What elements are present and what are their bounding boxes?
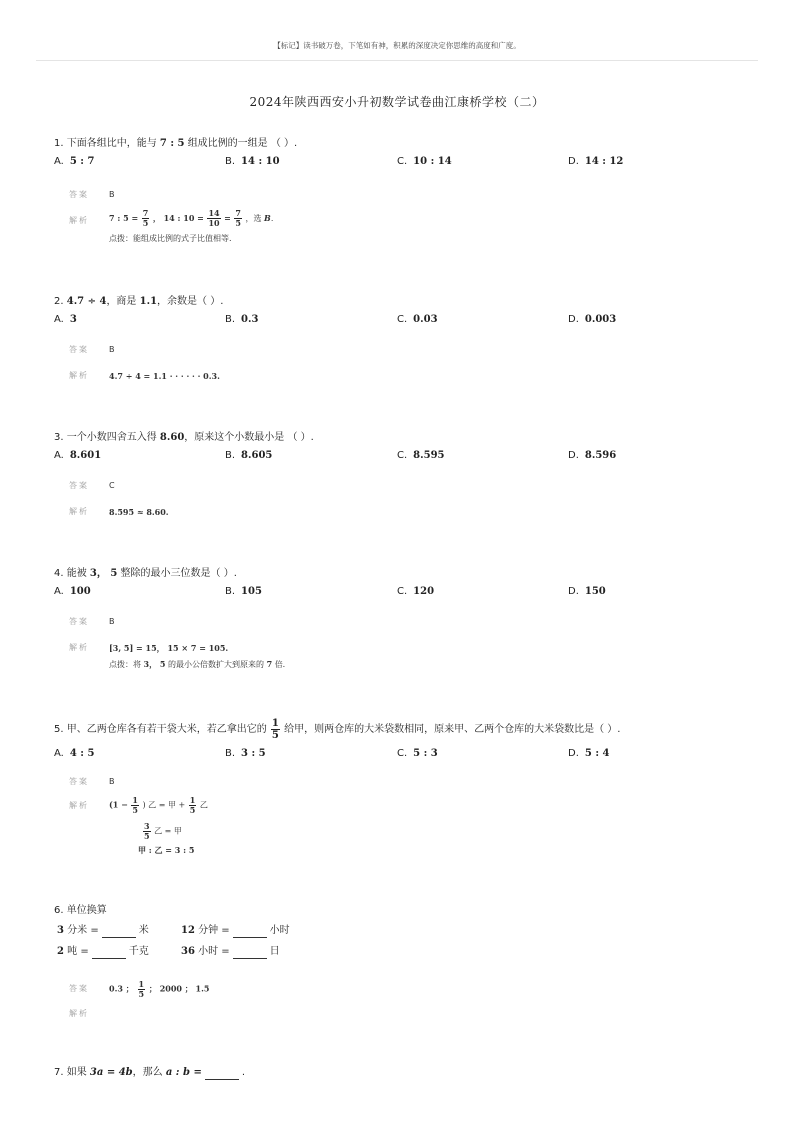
option-b[interactable] — [225, 747, 266, 761]
option-c[interactable] — [397, 449, 445, 463]
answer-blank[interactable] — [102, 927, 136, 938]
fraction: $\frac{7}{5}$ — [142, 208, 149, 228]
option-value: 8.595 — [413, 450, 445, 461]
answer-row — [54, 480, 754, 494]
analysis-math: ， 14 : 10 = — [152, 213, 204, 223]
analysis-row-2 — [54, 822, 754, 844]
option-letter: C. — [397, 748, 408, 759]
answer-label: 答案 — [69, 481, 89, 490]
option-letter: A. — [54, 314, 64, 325]
answer-value: C — [109, 481, 115, 490]
analysis-row — [54, 209, 754, 233]
analysis-label: 解析 — [69, 507, 89, 516]
analysis-label: 解析 — [69, 371, 89, 380]
stem-math: 4.7 ÷ 4 — [66, 296, 107, 307]
stem-text: 单位换算 — [66, 905, 107, 916]
analysis-label: 解析 — [69, 216, 89, 225]
stem-text: 如果 — [66, 1067, 87, 1078]
option-b[interactable] — [225, 313, 258, 327]
option-letter: A. — [54, 450, 64, 461]
answer-label: 答案 — [69, 190, 89, 199]
question-3-options — [54, 449, 754, 463]
option-a[interactable] — [54, 747, 94, 761]
option-a[interactable] — [54, 585, 91, 599]
option-a[interactable] — [54, 313, 77, 327]
question-1-stem — [54, 137, 754, 151]
option-value: 100 — [69, 586, 91, 597]
option-value: 5 : 3 — [413, 748, 438, 759]
option-value: 150 — [584, 586, 606, 597]
question-number: 6. — [54, 905, 64, 916]
option-value: 10 : 14 — [413, 156, 452, 167]
option-value: 4 : 5 — [69, 748, 95, 759]
analysis-label: 解析 — [69, 1009, 89, 1018]
option-letter: A. — [54, 156, 64, 167]
question-3 — [54, 431, 754, 520]
answer-blank[interactable] — [233, 948, 267, 959]
analysis-value: 4.7 ÷ 4 = 1.1 · · · · · · 0.3. — [109, 371, 220, 381]
option-d[interactable] — [568, 747, 609, 761]
conversion-item: 12 分钟 = 小时 — [181, 925, 290, 936]
answer-label: 答案 — [69, 617, 89, 626]
analysis-value — [109, 209, 273, 228]
analysis-row — [54, 1008, 754, 1022]
question-5-stem — [54, 717, 754, 743]
option-d[interactable] — [568, 313, 616, 327]
answer-label: 答案 — [69, 984, 89, 993]
stem-text: 能被 — [66, 568, 87, 579]
question-number: 7. — [54, 1067, 64, 1078]
fraction: $\frac{14}{10}$ — [208, 208, 220, 228]
option-c[interactable] — [397, 313, 438, 327]
answer-row — [54, 980, 754, 1000]
analysis-value: 8.595 ≈ 8.60. — [109, 507, 169, 517]
stem-text: 组成比例的一组是 （ ）. — [187, 138, 298, 149]
answer-value: B — [109, 345, 115, 354]
answer-label: 答案 — [69, 777, 89, 786]
question-number: 2. — [54, 296, 64, 307]
stem-math: 3a = 4b — [89, 1067, 133, 1078]
option-d[interactable] — [568, 155, 623, 169]
analysis-row — [54, 506, 754, 520]
analysis-note-row — [54, 233, 754, 245]
question-number: 3. — [54, 432, 64, 443]
option-letter: C. — [397, 586, 408, 597]
answer-blank[interactable] — [233, 927, 267, 938]
question-2-options — [54, 313, 754, 327]
option-value: 5 : 7 — [69, 156, 95, 167]
option-a[interactable] — [54, 449, 101, 463]
option-value: 0.003 — [584, 314, 617, 325]
stem-text: ，那么 — [132, 1067, 163, 1078]
stem-math: 7 : 5 — [159, 138, 185, 149]
question-number: 1. — [54, 138, 64, 149]
question-number: 5. — [54, 724, 64, 735]
option-d[interactable] — [568, 449, 616, 463]
conversion-item: 36 小时 = 日 — [181, 946, 280, 957]
analysis-row — [54, 370, 754, 384]
stem-text: 下面各组比中，能与 — [66, 138, 157, 149]
option-value: 120 — [413, 586, 435, 597]
answer-blank[interactable] — [205, 1069, 239, 1080]
answer-row — [54, 189, 754, 203]
question-7-stem — [54, 1066, 754, 1080]
analysis-text: . — [270, 214, 274, 223]
answer-value: 0.3 ； $\frac{1}{5}$ ； 2000 ； 1.5 — [109, 979, 210, 999]
analysis-math: = — [224, 213, 231, 223]
stem-text: ，余数是（ ）. — [157, 296, 224, 307]
analysis-row — [54, 796, 754, 822]
option-letter: B. — [225, 156, 236, 167]
stem-text: ，商是 — [106, 296, 137, 307]
analysis-line-3: 甲 : 乙 = 3 : 5 — [138, 845, 195, 855]
analysis-note: 点拨：能组成比例的式子比值相等. — [109, 234, 232, 243]
option-b[interactable] — [225, 585, 262, 599]
answer-row — [54, 344, 754, 358]
analysis-row — [54, 642, 754, 656]
question-4-stem — [54, 567, 754, 581]
fraction: $\frac{1}{5}$ — [189, 795, 196, 815]
question-4 — [54, 567, 754, 670]
analysis-row-3 — [54, 844, 754, 858]
question-5 — [54, 717, 754, 858]
option-value: 0.03 — [413, 314, 438, 325]
option-letter: B. — [225, 586, 236, 597]
question-4-options — [54, 585, 754, 599]
stem-text: 甲、乙两仓库各有若干袋大米，若乙拿出它的 — [66, 724, 267, 735]
question-6-stem — [54, 904, 754, 918]
option-b[interactable] — [225, 155, 280, 169]
answer-value: B — [109, 190, 115, 199]
analysis-label: 解析 — [69, 643, 89, 652]
option-c[interactable] — [397, 747, 438, 761]
stem-math: 8.60 — [159, 432, 185, 443]
option-value: 3 : 5 — [241, 748, 266, 759]
option-value: 8.601 — [69, 450, 102, 461]
analysis-note-row — [54, 658, 754, 670]
option-value: 3 — [69, 314, 77, 325]
question-6 — [54, 904, 754, 1022]
header-divider — [36, 60, 758, 61]
header-motto: 【标记】读书破万卷，下笔如有神，积累的深度决定你思维的高度和广度。 — [273, 41, 521, 50]
option-value: 8.596 — [584, 450, 617, 461]
question-7 — [54, 1066, 754, 1080]
option-value: 5 : 4 — [584, 748, 610, 759]
analysis-text: ，选 — [245, 214, 262, 223]
question-2 — [54, 295, 754, 384]
option-c[interactable] — [397, 155, 452, 169]
conversion-item: 2 吨 = 千克 — [57, 946, 149, 957]
analysis-label: 解析 — [69, 801, 89, 810]
fraction: $\frac{1}{5}$ — [138, 979, 145, 999]
option-letter: A. — [54, 586, 64, 597]
conversion-item: 3 分米 = 米 — [57, 925, 149, 936]
answer-row — [54, 616, 754, 630]
stem-text: 一个小数四舍五入得 — [66, 432, 157, 443]
option-value: 14 : 12 — [584, 156, 624, 167]
option-letter: D. — [568, 450, 579, 461]
stem-math: 1.1 — [139, 296, 158, 307]
fraction: $\frac{1}{5}$ — [132, 795, 138, 815]
page-title: 2024年陕西西安小升初数学试卷曲江康桥学校（二） — [249, 95, 545, 109]
option-letter: B. — [225, 314, 236, 325]
option-b[interactable] — [225, 449, 272, 463]
answer-value: B — [109, 617, 115, 626]
option-letter: D. — [568, 748, 579, 759]
option-c[interactable] — [397, 585, 434, 599]
option-value: 8.605 — [241, 450, 273, 461]
stem-text: 整除的最小三位数是（ ）. — [120, 568, 237, 579]
stem-text: ，原来这个小数最小是 （ ）. — [184, 432, 314, 443]
option-letter: D. — [568, 156, 579, 167]
option-value: 14 : 10 — [241, 156, 280, 167]
option-letter: B. — [225, 450, 236, 461]
option-letter: D. — [568, 314, 579, 325]
option-letter: C. — [397, 314, 408, 325]
analysis-line-2: $\frac{3}{5}$ 乙 = 甲 — [144, 821, 182, 841]
option-letter: A. — [54, 748, 64, 759]
unit-conversion-grid — [54, 922, 754, 962]
option-a[interactable] — [54, 155, 94, 169]
option-letter: D. — [568, 586, 579, 597]
stem-math: a : b = — [165, 1067, 202, 1078]
stem-text: . — [241, 1067, 246, 1078]
question-5-options — [54, 747, 754, 761]
option-letter: B. — [225, 748, 236, 759]
question-1 — [54, 137, 754, 245]
option-letter: C. — [397, 450, 408, 461]
option-value: 0.3 — [241, 314, 259, 325]
fraction: $\frac{7}{5}$ — [235, 208, 241, 228]
option-value: 105 — [241, 586, 262, 597]
analysis-line-1: (1 − $\frac{1}{5}$ ) 乙 = 甲 + $\frac{1}{5}$ 乙 — [109, 795, 208, 815]
option-d[interactable] — [568, 585, 606, 599]
stem-text: 给甲，则两仓库的大米袋数相同，原来甲、乙两个仓库的大米袋数比是（ ）. — [284, 724, 621, 735]
fraction: $\frac{3}{5}$ — [144, 821, 150, 841]
question-2-stem — [54, 295, 754, 309]
answer-blank[interactable] — [92, 948, 126, 959]
analysis-math: 7 : 5 = — [109, 213, 139, 223]
analysis-note: 点拨：将 3， 5 的最小公倍数扩大到原来的 7 倍. — [109, 659, 286, 669]
option-letter: C. — [397, 156, 408, 167]
question-number: 4. — [54, 568, 64, 579]
answer-row — [54, 776, 754, 790]
answer-label: 答案 — [69, 345, 89, 354]
question-3-stem — [54, 431, 754, 445]
fraction: $\frac{1}{5}$ — [271, 717, 279, 741]
analysis-value: [3, 5] = 15， 15 × 7 = 105. — [109, 643, 229, 653]
answer-value: B — [109, 777, 115, 786]
analysis-math: B — [264, 213, 271, 223]
stem-math: 3， 5 — [89, 568, 118, 579]
question-1-options — [54, 155, 754, 169]
